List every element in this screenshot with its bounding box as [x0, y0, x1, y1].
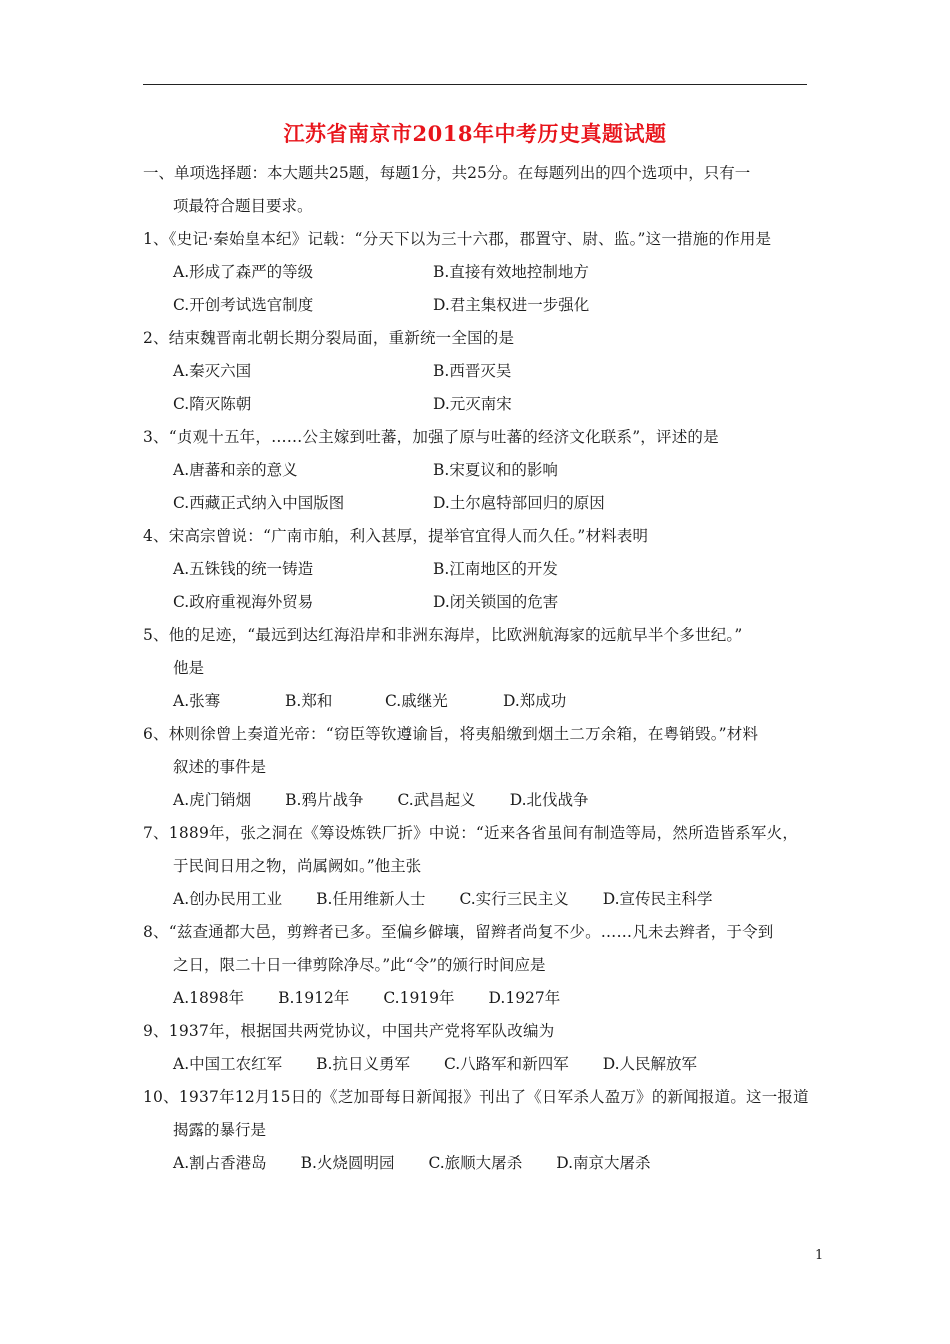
- question-stem-continued: 之日，限二十日一律剪除净尽。”此“令”的颁行时间应是: [173, 956, 546, 974]
- exam-content: [143, 160, 811, 1183]
- option-c: C.西藏正式纳入中国版图: [173, 494, 345, 512]
- option-a: A.秦灭六国: [173, 362, 252, 380]
- option-d: D.元灭南宋: [433, 395, 512, 413]
- option-c: C.1919年: [383, 989, 455, 1007]
- question-8: [143, 919, 811, 1018]
- option-row: [143, 787, 811, 820]
- question-stem: 8、“兹查通都大邑，剪辫者已多。至偏乡僻壤，留辫者尚复不少。……凡未去辫者，于令到: [143, 923, 774, 941]
- section-heading: 一、单项选择题：本大题共25题，每题1分，共25分。在每题列出的四个选项中，只有一: [143, 164, 751, 182]
- question-stem: 7、1889年，张之洞在《筹设炼铁厂折》中说：“近来各省虽间有制造等局，然所造皆系军火，: [143, 824, 799, 842]
- question-stem: 6、林则徐曾上奏道光帝：“窃臣等钦遵谕旨，将夷船缴到烟土二万余箱，在粤销毁。”材料: [143, 725, 759, 743]
- question-7: [143, 820, 811, 919]
- option-c: C.武昌起义: [397, 791, 476, 809]
- option-row: [143, 886, 811, 919]
- question-4: [143, 523, 811, 622]
- question-1: [143, 226, 811, 325]
- option-row: [143, 259, 811, 292]
- option-b: B.抗日义勇军: [316, 1055, 410, 1073]
- question-9: [143, 1018, 811, 1084]
- option-b: B.郑和: [285, 692, 333, 710]
- option-b: B.1912年: [278, 989, 350, 1007]
- option-row: [143, 292, 811, 325]
- option-a: A.虎门销烟: [173, 791, 252, 809]
- question-3: [143, 424, 811, 523]
- question-stem-continued: 于民间日用之物，尚属阙如。”他主张: [173, 857, 422, 875]
- option-row: [143, 358, 811, 391]
- option-a: A.中国工农红军: [173, 1055, 283, 1073]
- question-10: [143, 1084, 811, 1183]
- option-c: C.实行三民主义: [459, 890, 569, 908]
- option-c: C.旅顺大屠杀: [428, 1154, 523, 1172]
- option-row: [143, 556, 811, 589]
- option-c: C.戚继光: [385, 692, 448, 710]
- option-a: A.张骞: [173, 692, 221, 710]
- option-c: C.八路军和新四军: [443, 1055, 569, 1073]
- question-stem: 9、1937年，根据国共两党协议，中国共产党将军队改编为: [143, 1022, 555, 1040]
- option-a: A.1898年: [173, 989, 245, 1007]
- option-a: A.割占香港岛: [173, 1154, 267, 1172]
- question-stem: 10、1937年12月15日的《芝加哥每日新闻报》刊出了《日军杀人盈万》的新闻报道。这一报道: [143, 1088, 809, 1106]
- option-b: B.任用维新人士: [316, 890, 426, 908]
- question-5: [143, 622, 811, 721]
- question-stem: 3、“贞观十五年，……公主嫁到吐蕃，加强了原与吐蕃的经济文化联系”，评述的是: [143, 428, 719, 446]
- question-6: [143, 721, 811, 820]
- option-a: A.五铢钱的统一铸造: [173, 560, 314, 578]
- option-d: D.人民解放军: [602, 1055, 698, 1073]
- option-d: D.南京大屠杀: [556, 1154, 651, 1172]
- page-title: 江苏省南京市2018年中考历史真题试题: [283, 121, 667, 146]
- page-number: 1: [815, 1248, 824, 1263]
- question-stem: 1、《史记·秦始皇本纪》记载：“分天下以为三十六郡，郡置守、尉、监。”这一措施的作用是: [143, 230, 772, 248]
- option-d: D.闭关锁国的危害: [433, 593, 559, 611]
- option-b: B.直接有效地控制地方: [433, 263, 589, 281]
- option-d: D.土尔扈特部回归的原因: [433, 494, 605, 512]
- question-stem-continued: 揭露的暴行是: [173, 1121, 267, 1139]
- option-c: C.隋灭陈朝: [173, 395, 252, 413]
- option-d: D.君主集权进一步强化: [433, 296, 590, 314]
- option-d: D.1927年: [488, 989, 561, 1007]
- option-d: D.宣传民主科学: [602, 890, 713, 908]
- option-c: C.政府重视海外贸易: [173, 593, 314, 611]
- option-b: B.江南地区的开发: [433, 560, 558, 578]
- question-stem-continued: 他是: [173, 659, 205, 677]
- option-row: [143, 391, 811, 424]
- option-a: A.创办民用工业: [173, 890, 283, 908]
- header-rule: [143, 84, 807, 85]
- question-2: [143, 325, 811, 424]
- question-stem: 2、结束魏晋南北朝长期分裂局面，重新统一全国的是: [143, 329, 515, 347]
- option-a: A.形成了森严的等级: [173, 263, 314, 281]
- question-stem: 4、宋高宗曾说：“广南市舶，利入甚厚，提举官宜得人而久任。”材料表明: [143, 527, 649, 545]
- section-heading-continued: 项最符合题目要求。: [173, 197, 313, 215]
- option-row: [143, 457, 811, 490]
- question-stem-continued: 叙述的事件是: [173, 758, 267, 776]
- option-row: [143, 1051, 811, 1084]
- option-b: B.西晋灭吴: [433, 362, 512, 380]
- option-a: A.唐蕃和亲的意义: [173, 461, 298, 479]
- option-row: [143, 490, 811, 523]
- question-stem: 5、他的足迹，“最远到达红海沿岸和非洲东海岸，比欧洲航海家的远航早半个多世纪。”: [143, 626, 743, 644]
- option-b: B.火烧圆明园: [300, 1154, 395, 1172]
- option-c: C.开创考试选官制度: [173, 296, 314, 314]
- option-row: [143, 589, 811, 622]
- option-row: [143, 985, 811, 1018]
- option-b: B.宋夏议和的影响: [433, 461, 558, 479]
- option-row: [143, 688, 811, 721]
- option-b: B.鸦片战争: [285, 791, 364, 809]
- option-row: [143, 1150, 811, 1183]
- option-d: D.北伐战争: [509, 791, 589, 809]
- option-d: D.郑成功: [503, 692, 567, 710]
